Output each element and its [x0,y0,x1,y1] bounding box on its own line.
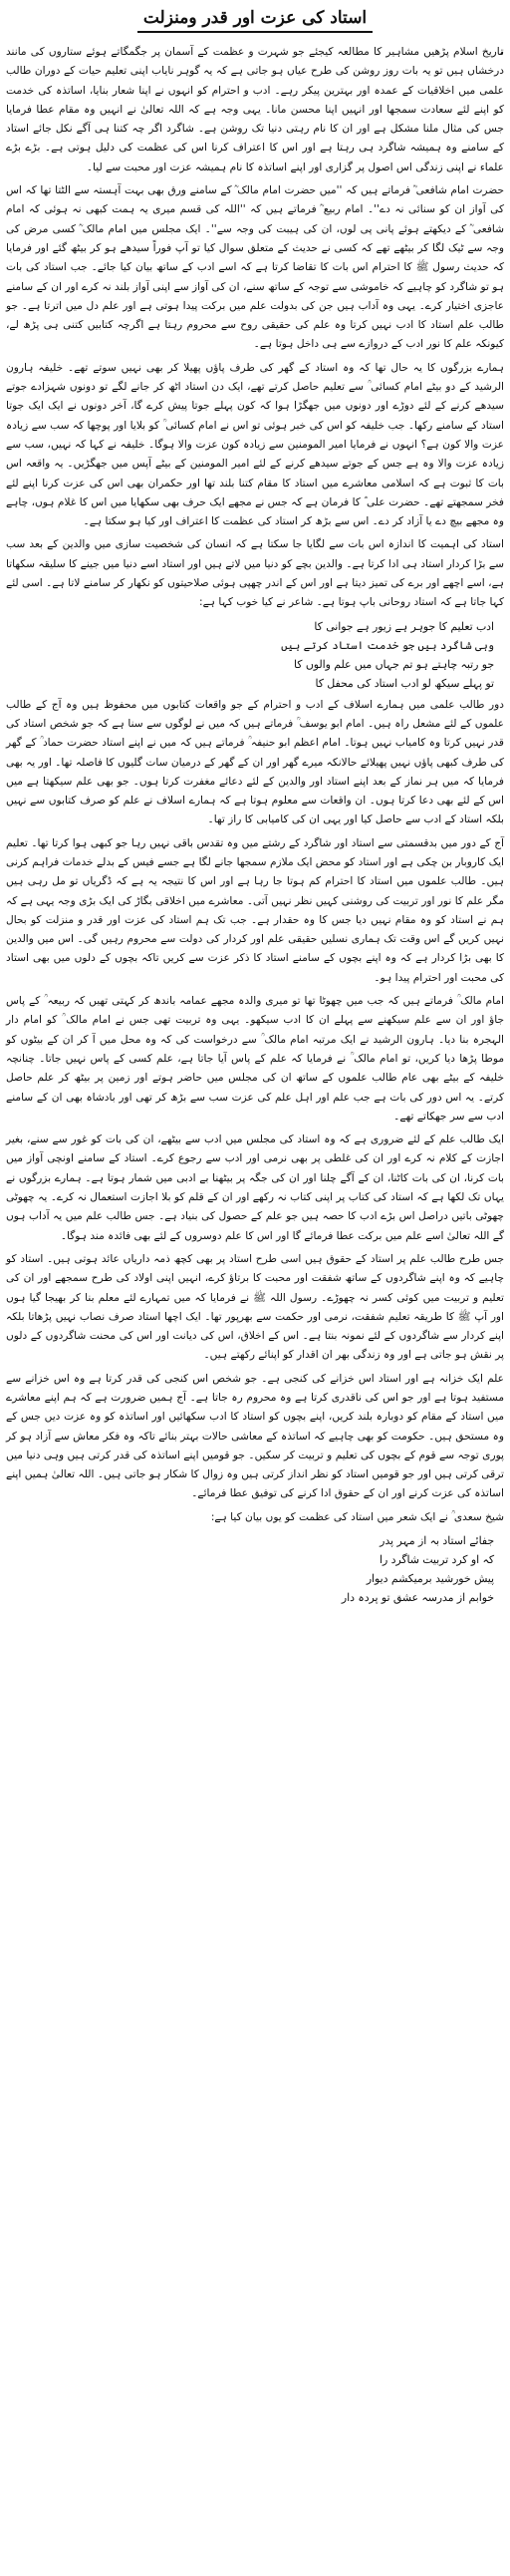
paragraph-1: تاریخ اسلام پڑھیں مشاہیر کا مطالعہ کیجئے جو شہرت و عظمت کے آسمان پر جگمگاتے ہوئے ستاروں کی مانند درخشاں ہیں تو یہ بات روز روشن کی طرح عیاں ہو جاتی ہے کہ یہ گوہر نایاب اپنی تعلیم حیات کے دوران طالب علمی میں اخلاقیات کے عمدہ اور بہترین پیکر رہے۔ ادب و احترام کو انہوں نے اپنا شعار بنایا، اساتذہ کی خدمت کو اپنے لئے سعادت سمجھا اور انہیں اپنا محسن مانا۔ یہی وجہ ہے کہ اللہ تعالیٰ نے انہیں وہ مقام عطا فرمایا جس کی مثال ملنا مشکل ہے اور ان کا نام رہتی دنیا تک روشن ہے۔ شاگرد اگر چہ کتنا ہی آگے نکل جائے استاد کے سامنے وہ ہمیشہ شاگرد ہی رہتا ہے اور اس کا اعتراف کرنا اس کی عظمت کی دلیل ہوتی ہے۔ بڑے بڑے علماء نے اپنی زندگی اس اصول پر گزاری اور اپنے اساتذہ کا نام ہمیشہ عزت اور محبت سے لیا۔ [6,46,504,173]
title-wrap [6,8,504,33]
paragraph-2: حضرت امام شافعی ؒ فرماتے ہیں کہ ''میں حضرت امام مالک ؒ کے سامنے ورق بھی بہت آہستہ سے الٹتا تھا کہ اس کی آواز ان کو سنائی نہ دے''۔ امام ربیع ؒ فرماتے ہیں کہ ''اللہ کی قسم میری یہ ہمت کبھی نہ ہوئی کہ امام شافعی ؒ کے دیکھتے ہوئے پانی پی لوں، ان کی ہیبت کی وجہ سے''۔ ایک مجلس میں امام مالک ؒ کسی مرض کی وجہ سے ٹیک لگا کر بیٹھے تھے کہ کسی نے حدیث کے متعلق سوال کیا تو آپ فوراً سیدھے ہو کر بیٹھ گئے اور فرمایا کہ حدیث رسول ﷺ کا احترام اس بات کا تقاضا کرتا ہے کہ اسے ادب کے ساتھ بیان کیا جائے۔ جب استاد کی بات ہو تو شاگرد کو چاہیے کہ خاموشی سے توجہ کے ساتھ سنے، ان کی آواز سے اپنی آواز بلند نہ کرے اور ان کے سامنے عاجزی اختیار کرے۔ یہی وہ آداب ہیں جن کی بدولت علم میں برکت پیدا ہوتی ہے اور علم دل میں اترتا ہے۔ جو طالب علم استاد کا ادب نہیں کرتا وہ علم کی حقیقی روح سے محروم رہتا ہے اگرچہ کتابیں کتنی ہی پڑھ لے، کیونکہ علم کا نور ادب کے دروازے سے ہی داخل ہوتا ہے۔ [6,184,504,351]
verse-block-2 [6,1531,504,1607]
verse-line: کہ او کرد تربیت شاگرد را [379,1553,494,1567]
verse-line: ادب تعلیم کا جوہر ہے زیور ہے جوانی کا [314,619,494,633]
verse-line: خوابم از مدرسہ عشق تو پردہ دار [341,1591,494,1605]
paragraph-7: امام مالک ؒ فرماتے ہیں کہ جب میں چھوٹا تھا تو میری والدہ مجھے عمامہ باندھ کر کہتی تھیں کہ ربیعہ ؒ کے پاس جاؤ اور ان سے علم سیکھنے سے پہلے ان کا ادب سیکھو۔ یہی وہ تربیت تھی جس نے امام مالک ؒ کو امام دار الہجرہ بنا دیا۔ ہارون الرشید نے ایک مرتبہ امام مالک ؒ سے درخواست کی کہ وہ محل میں آ کر ان کے بیٹوں کو موطا پڑھا دیا کریں، تو امام مالک ؒ نے فرمایا کہ علم کے پاس آیا جاتا ہے، علم کسی کے پاس نہیں جاتا۔ چنانچہ خلیفہ کے بیٹے بھی عام طالب علموں کے ساتھ ان کی مجلس میں حاضر ہوتے اور زمین پر بیٹھ کر علم حاصل کرتے۔ یہ اس دور کی بات ہے جب علم اور اہل علم کی عزت سب سے بڑھ کر تھی اور بادشاہ بھی ان کے سامنے ادب سے سر جھکاتے تھے۔ [6,995,504,1123]
paragraph-3: ہمارے بزرگوں کا یہ حال تھا کہ وہ استاد کے گھر کی طرف پاؤں پھیلا کر بھی نہیں سوتے تھے۔ خلیفہ ہارون الرشید کے دو بیٹے امام کسائی ؒ سے تعلیم حاصل کرتے تھے، ایک دن استاد اٹھ کر جانے لگے تو دونوں شہزادے جوتے سیدھے کرنے کے لئے دوڑے اور دونوں میں جھگڑا ہوا کہ کون پہلے جوتا پیش کرے گا، آخر دونوں نے ایک ایک جوتا استاد کے سامنے رکھا۔ جب خلیفہ کو اس کی خبر ہوئی تو اس نے امام کسائی ؒ کو بلایا اور پوچھا کہ سب سے زیادہ عزت والا کون ہے؟ انہوں نے فرمایا امیر المومنین سے زیادہ کون عزت والا ہوگا۔ خلیفہ نے کہا کہ نہیں، سب سے زیادہ عزت والا وہ ہے جس کے جوتے سیدھے کرنے کے لئے امیر المومنین کے بیٹے آپس میں جھگڑیں۔ یہ واقعہ اس بات کا ثبوت ہے کہ اسلامی معاشرے میں استاد کا مقام کتنا بلند تھا اور حکمران بھی اس کی عزت کرنا اپنے لئے فخر سمجھتے تھے۔ حضرت علی ؓ کا فرمان ہے کہ جس نے مجھے ایک حرف بھی سکھایا میں اس کا غلام ہوں، چاہے وہ مجھے بیچ دے یا آزاد کر دے۔ اس سے بڑھ کر استاد کی عظمت کا اعتراف اور کیا ہو سکتا ہے۔ [6,361,504,528]
verse-line: جفائے استاد بہ از مہر پدر [380,1534,494,1548]
paragraph-4: استاد کی اہمیت کا اندازہ اس بات سے لگایا جا سکتا ہے کہ انسان کی شخصیت سازی میں والدین کے بعد سب سے بڑا کردار استاد ہی ادا کرتا ہے۔ والدین بچے کو دنیا میں لاتے ہیں اور استاد اسے دنیا میں جینے کا سلیقہ سکھاتا ہے، اسے اچھے اور برے کی تمیز دیتا ہے اور اس کے اندر چھپی ہوئی صلاحیتوں کو نکھار کر سامنے لاتا ہے۔ اسی لئے کہا جاتا ہے کہ استاد روحانی باپ ہوتا ہے۔ شاعر نے کیا خوب کہا ہے: [6,538,504,609]
verse-line: وہی شاگرد ہیں جو خدمت استاد کرتے ہیں [281,638,494,652]
verse-line: تو پہلے سیکھ لو ادب استاد کی محفل کا [315,676,494,690]
paragraph-10: علم ایک خزانہ ہے اور استاد اس خزانے کی کنجی ہے۔ جو شخص اس کنجی کی قدر کرتا ہے وہ اس خزانے سے مستفید ہوتا ہے اور جو اس کی ناقدری کرتا ہے وہ محروم رہ جاتا ہے۔ آج ہمیں ضرورت ہے کہ ہم اپنے معاشرے میں استاد کے مقام کو دوبارہ بلند کریں، اپنے بچوں کو استاد کا ادب سکھائیں اور اساتذہ کو وہ عزت دیں جس کے وہ مستحق ہیں۔ حکومت کو بھی چاہیے کہ اساتذہ کے معاشی حالات بہتر بنائے تاکہ وہ فکر معاش سے آزاد ہو کر پوری توجہ سے قوم کے بچوں کی تعلیم و تربیت کر سکیں۔ جو قومیں اپنے اساتذہ کی قدر کرتی ہیں وہی دنیا میں ترقی کرتی ہیں اور جو قومیں استاد کو نظر انداز کرتی ہیں وہ زوال کا شکار ہو جاتی ہیں۔ اللہ تعالیٰ ہمیں اپنے اساتذہ کی عزت کرنے اور ان کے حقوق ادا کرنے کی توفیق عطا فرمائے۔ [6,1372,504,1500]
verse-line: پیش خورشید برمیکشم دیوار [366,1572,494,1586]
paragraph-9: جس طرح طالب علم پر استاد کے حقوق ہیں اسی طرح استاد پر بھی کچھ ذمہ داریاں عائد ہوتی ہیں۔ استاد کو چاہیے کہ وہ اپنے شاگردوں کے ساتھ شفقت اور محبت کا برتاؤ کرے، انہیں اپنی اولاد کی طرح سمجھے اور ان کی تعلیم و تربیت میں کوئی کسر نہ چھوڑے۔ رسول اللہ ﷺ نے فرمایا کہ میں تمہارے لئے معلم بنا کر بھیجا گیا ہوں اور آپ ﷺ کا طریقہ تعلیم شفقت، نرمی اور حکمت سے بھرپور تھا۔ ایک اچھا استاد صرف نصاب نہیں پڑھاتا بلکہ اپنے کردار سے شاگردوں کے لئے نمونہ بنتا ہے۔ اس کے اخلاق، اس کی دیانت اور اس کی محنت شاگردوں کے دلوں پر نقش ہو جاتی ہے اور وہ زندگی بھر ان اقدار کو اپنائے رکھتے ہیں۔ [6,1252,504,1362]
verse-block-1 [6,617,504,693]
paragraph-8: ایک طالب علم کے لئے ضروری ہے کہ وہ استاد کی مجلس میں ادب سے بیٹھے، ان کی بات کو غور سے سنے، بغیر اجازت کے کلام نہ کرے اور ان کی غلطی پر بھی نرمی اور ادب سے رجوع کرے۔ استاد کے سامنے اونچی آواز میں بات کرنا، ان کی بات کاٹنا، ان کے آگے چلنا اور ان کی جگہ پر بیٹھنا بے ادبی میں شمار ہوتا ہے۔ ہمارے بزرگوں نے یہاں تک لکھا ہے کہ استاد کی کتاب پر اپنی کتاب نہ رکھے اور ان کے قلم کو بلا اجازت استعمال نہ کرے۔ یہ چھوٹی چھوٹی باتیں دراصل اس بڑے ادب کا حصہ ہیں جو علم کے حصول کی بنیاد ہے۔ جس طالب علم میں یہ آداب ہوں گے اللہ تعالیٰ اسے علم میں برکت عطا فرمائے گا اور اس کا علم دوسروں کے لئے بھی فائدہ مند ہوگا۔ [6,1133,504,1242]
paragraph-5: دور طالب علمی میں ہمارے اسلاف کے ادب و احترام کے جو واقعات کتابوں میں محفوظ ہیں وہ آج کے طالب علموں کے لئے مشعل راہ ہیں۔ امام ابو یوسف ؒ فرماتے ہیں کہ میں نے لوگوں سے سنا ہے کہ جو شخص استاد کی قدر نہیں کرتا وہ کامیاب نہیں ہوتا۔ امام اعظم ابو حنیفہ ؒ فرماتے ہیں کہ میں نے اپنے استاد حضرت حماد ؒ کے گھر کی طرف کبھی پاؤں نہیں پھیلائے حالانکہ میرے گھر اور ان کے گھر کے درمیان سات گلیوں کا فاصلہ تھا۔ اور یہ بھی فرمایا کہ میں ہر نماز کے بعد اپنے استاد اور والدین کے لئے دعائے مغفرت کرتا ہوں۔ جو بھی علم سیکھتا ہے میں اس کے لئے بھی دعا کرتا ہوں۔ ان واقعات سے معلوم ہوتا ہے کہ ہمارے اسلاف نے علم کو صرف کتابوں سے نہیں بلکہ استاد کے ادب سے حاصل کیا اور یہی ان کی کامیابی کا راز تھا۔ [6,698,504,826]
paragraph-6: آج کے دور میں بدقسمتی سے استاد اور شاگرد کے رشتے میں وہ تقدس باقی نہیں رہا جو کبھی ہوا کرتا تھا۔ تعلیم ایک کاروبار بن چکی ہے اور استاد کو محض ایک ملازم سمجھا جانے لگا ہے جسے فیس کے بدلے خدمات فراہم کرنی ہیں۔ طالب علموں میں استاد کا احترام کم ہوتا جا رہا ہے اور اس کا نتیجہ یہ ہے کہ ڈگریاں تو مل رہی ہیں مگر علم کا نور اور تربیت کی روشنی کہیں نظر نہیں آتی۔ معاشرے میں اخلاقی بگاڑ کی ایک بڑی وجہ یہی ہے کہ ہم نے استاد کو وہ مقام نہیں دیا جس کا وہ حقدار ہے۔ جب تک ہم استاد کی عزت اور قدر و منزلت کو بحال نہیں کریں گے اس وقت تک ہماری نسلیں حقیقی علم اور کردار کی دولت سے محروم رہیں گی۔ اس میں والدین کا بھی بڑا کردار ہے کہ وہ اپنے بچوں کے سامنے استاد کا ذکر عزت سے کریں تاکہ بچوں کے دلوں میں بھی استاد کی محبت اور احترام پیدا ہو۔ [6,836,504,984]
paragraph-11: شیخ سعدی ؒ نے ایک شعر میں استاد کی عظمت کو یوں بیان کیا ہے: [210,1510,504,1523]
verse-line: جو رتبہ چاہتے ہو تم جہاں میں علم والوں کا [293,657,494,671]
article-title: استاد کی عزت اور قدر ومنزلت [137,8,373,33]
